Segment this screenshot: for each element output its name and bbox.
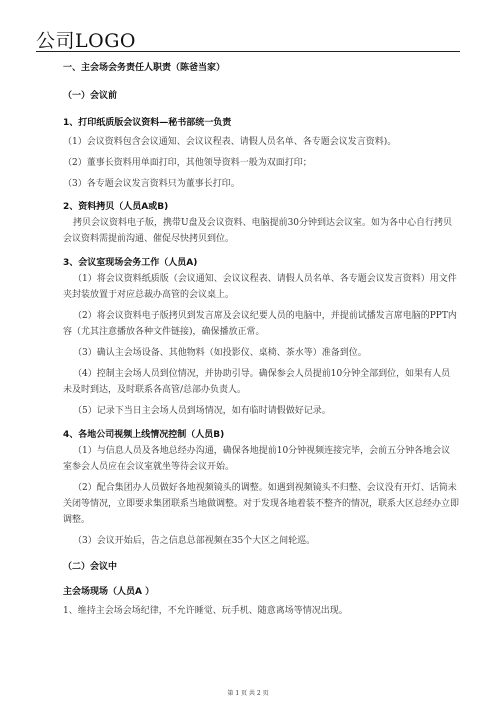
- main-heading: 一、主会场会务责任人职责（陈爸当家）: [63, 63, 226, 73]
- paragraph: （2）董事长资料用单面打印，其他领导资料一般为双面打印；: [63, 158, 312, 168]
- paragraph: （3）各专题会议发言资料只为董事长打印。: [63, 179, 240, 189]
- paragraph: （3）会议开始后，告之信息总部视频在35个大区之间轮巡。: [73, 536, 316, 546]
- paragraph: 1、维持主会场会场纪律，不允许睡觉、玩手机、随意离场等情况出现。: [63, 606, 348, 616]
- paragraph: 拷贝会议资料电子版，携带U盘及会议资料、电脑提前30分钟到达会议室。如为各中心自行拷贝会议资料需提前沟通、催促尽快拷贝到位。: [63, 218, 453, 244]
- paragraph: （1）将会议资料纸质版（会议通知、会议议程表、请假人员名单、各专题会议发言资料）用文件夹封装放置于对应总裁办高管的会议桌上。: [63, 274, 457, 300]
- paragraph: （1）会议资料包含会议通知、会议议程表、请假人员名单、各专题会议发言资料)。: [63, 137, 397, 147]
- paragraph: （4）控制主会场人员到位情况，并协助引导。确保参会人员提前10分钟全部到位，如果有人员未及时到达，及时联系各高管/总部办负责人。: [63, 369, 451, 395]
- paragraph: （2）将会议资料电子版拷贝到发言席及会议纪要人员的电脑中，并提前试播发言席电脑的PPT内容（尤其注意播放各种文件链接)，确保播放正常。: [63, 311, 457, 337]
- company-logo-text: 公司LOGO: [36, 30, 136, 52]
- subsection-heading-copy: 2、资料拷贝（人员A或B): [63, 202, 169, 212]
- paragraph: （2）配合集团办人员做好各地视频镜头的调整。如遇到视频镜头不归整、会议没有开灯、话筒未关闭等情况，立即要求集团联系当地做调整。对于发现各地着装不整齐的情况，联系大区总经办立即调整。: [63, 483, 460, 525]
- paragraph: （1）与信息人员及各地总经办沟通，确保各地提前10分钟视频连接完毕，会前五分钟各地会议室参会人员应在会议室就坐等待会议开始。: [63, 446, 451, 472]
- document-body: [63, 60, 459, 619]
- header-divider: [36, 51, 460, 52]
- subsection-heading-room: 3、会议室现场会务工作（人员A): [63, 258, 198, 268]
- paragraph: （5）记录下当日主会场人员到场情况，如有临时请假做好记录。: [73, 406, 331, 416]
- subsection-heading-print: 1、打印纸质版会议资料—秘书部统一负责: [63, 118, 232, 128]
- section-heading-before-meeting: （一）会议前: [63, 91, 118, 101]
- paragraph: （3）确认主会场设备、其他物料（如投影仪、桌椅、茶水等）准备到位。: [73, 348, 367, 358]
- page-number: 第 1 页 共 2 页: [227, 690, 269, 697]
- section-heading-during-meeting: （二）会议中: [63, 562, 118, 572]
- subsection-heading-main-venue: 主会场现场（人员A ）: [63, 587, 155, 597]
- subsection-heading-video: 4、各地公司视频上线情况控制（人员B): [63, 430, 225, 440]
